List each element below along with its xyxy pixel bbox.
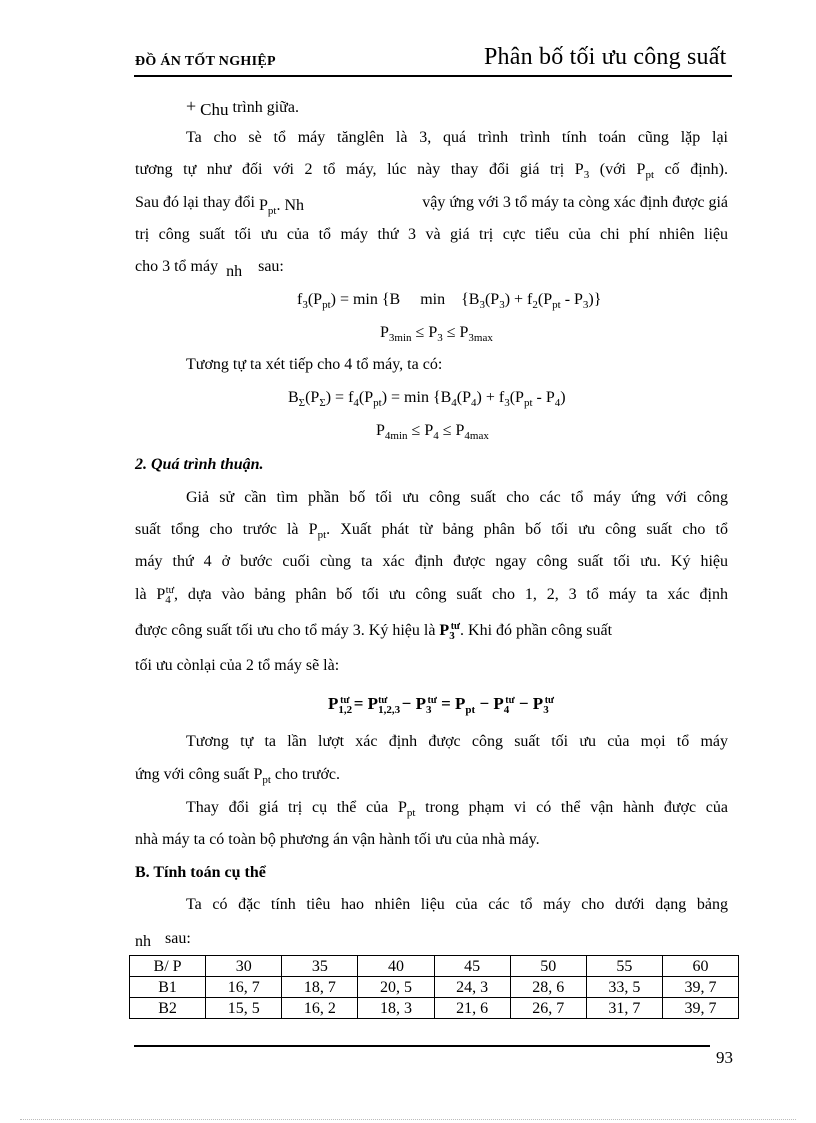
table-cell: 24, 3	[434, 977, 510, 998]
equation-b-sigma: $B_\Sigma(P_\Sigma) = f_4(P_{pt}) = \min \{B_4(P_4) + f_3(P_{pt} - P_4)$	[288, 389, 566, 409]
table-row	[130, 998, 739, 1019]
table-cell: 45	[434, 956, 510, 977]
section-heading-2: 2. Quá trình thuận.	[135, 456, 264, 473]
header-right-title: Phân bố tối ưu công suất	[484, 44, 727, 70]
table-cell: 35	[282, 956, 358, 977]
para2-line-1: Giả sử cần tìm phần bố tối ưu công suất cho các tổ máy ứng với công	[186, 489, 728, 506]
table-cell: B2	[130, 998, 206, 1019]
header-rule	[134, 75, 732, 77]
para2-line-3: máy thứ 4 ở bước cuối cùng ta xác định được ngay công suất tối ưu. Ký hiệu	[135, 553, 728, 570]
para3-line-2: ứng với công suất $P_{pt}$ cho trước.	[135, 766, 341, 786]
table-cell: 15, 5	[206, 998, 282, 1019]
table-cell: 55	[586, 956, 662, 977]
table-cell: 31, 7	[586, 998, 662, 1019]
text-line-1: + Chu trình giữa.	[186, 96, 299, 119]
page-bottom-border	[20, 1119, 796, 1120]
constraint-p4: $P_{4min} \le P_4 \le P_{4max}$	[376, 422, 489, 442]
table-cell: 60	[662, 956, 738, 977]
para2-line-2: suất tổng cho trước là $P_{pt}$. Xuất phát từ bảng phân bố tối ưu công suất cho tổ	[135, 521, 728, 541]
equation-p12: $P_{1,2}^{tư} = P_{1,2,3}^{tư} - P_3^{tư} = P_{pt} - P_4^{tư} - P_3^{tư}$	[328, 694, 555, 716]
page-number: 93	[716, 1048, 733, 1067]
header-left-title: ĐỒ ÁN TỐT NGHIỆP	[135, 54, 276, 69]
table-cell: 18, 3	[358, 998, 434, 1019]
table-cell: B/ P	[130, 956, 206, 977]
text-line-2: Ta cho sè tổ máy tănglên là 3, quá trình trình tính toán cũng lặp lại	[186, 129, 728, 146]
para2-line-4: là $P_4^{tư}$, dựa vào bảng phân bố tối ưu công suất cho 1, 2, 3 tổ máy ta xác định	[135, 585, 728, 606]
table-cell: 39, 7	[662, 998, 738, 1019]
para4-line-2: nhà máy ta có toàn bộ phương án vận hành tối ưu của nhà máy.	[135, 831, 540, 848]
equation-f3: $f_3(P_{pt}) = \min \{B$ $\min \{B_3(P_3) + f_2(P_{pt} - P_3)\}$	[297, 291, 602, 311]
text-line-4b: vậy ứng với 3 tổ máy ta còng xác định được giá	[422, 194, 728, 211]
para5-line-2: nh sau:	[135, 930, 191, 950]
table-cell: 39, 7	[662, 977, 738, 998]
table-cell: 33, 5	[586, 977, 662, 998]
fuel-consumption-table	[129, 955, 739, 1019]
text-line-5: trị công suất tối ưu của tổ máy thứ 3 và giá trị cực tiểu của chi phí nhiên liệu	[135, 226, 728, 243]
table-cell: B1	[130, 977, 206, 998]
table-cell: 50	[510, 956, 586, 977]
table-cell: 30	[206, 956, 282, 977]
para3-line-1: Tương tự ta lần lượt xác định được công suất tối ưu của mọi tổ máy	[186, 733, 728, 750]
table-cell: 18, 7	[282, 977, 358, 998]
table-cell: 26, 7	[510, 998, 586, 1019]
table-cell: 20, 5	[358, 977, 434, 998]
table-cell: 16, 7	[206, 977, 282, 998]
table-cell: 16, 2	[282, 998, 358, 1019]
para5-line-1: Ta có đặc tính tiêu hao nhiên liệu của các tổ máy cho dưới dạng bảng	[186, 896, 728, 913]
footer-rule	[134, 1045, 710, 1047]
constraint-p3: $P_{3min} \le P_3 \le P_{3max}$	[380, 324, 493, 344]
table-cell: 40	[358, 956, 434, 977]
text-line-4: Sau đó lại thay đổi $P_{pt}$. Nh	[135, 194, 305, 217]
table-header-row	[130, 956, 739, 977]
text-line-6: cho 3 tổ máy nh sau:	[135, 258, 284, 280]
table-row	[130, 977, 739, 998]
text-line-7: Tương tự ta xét tiếp cho 4 tổ máy, ta có:	[186, 356, 443, 373]
section-heading-b: B. Tính toán cụ thể	[135, 864, 266, 881]
table-cell: 21, 6	[434, 998, 510, 1019]
para2-line-5: được công suất tối ưu cho tổ máy 3. Ký hiệu là $P_3^{tư}$. Khi đó phần công suất	[135, 621, 613, 642]
table-cell: 28, 6	[510, 977, 586, 998]
para2-line-6: tối ưu cònlại của 2 tổ máy sẽ là:	[135, 657, 340, 674]
text-line-3: tương tự như đối với 2 tổ máy, lúc này thay đổi giá trị $P_3$ (với $P_{pt}$ cố định).	[135, 161, 728, 181]
para4-line-1: Thay đổi giá trị cụ thể của $P_{pt}$ trong phạm vi có thể vận hành được của	[186, 799, 728, 819]
